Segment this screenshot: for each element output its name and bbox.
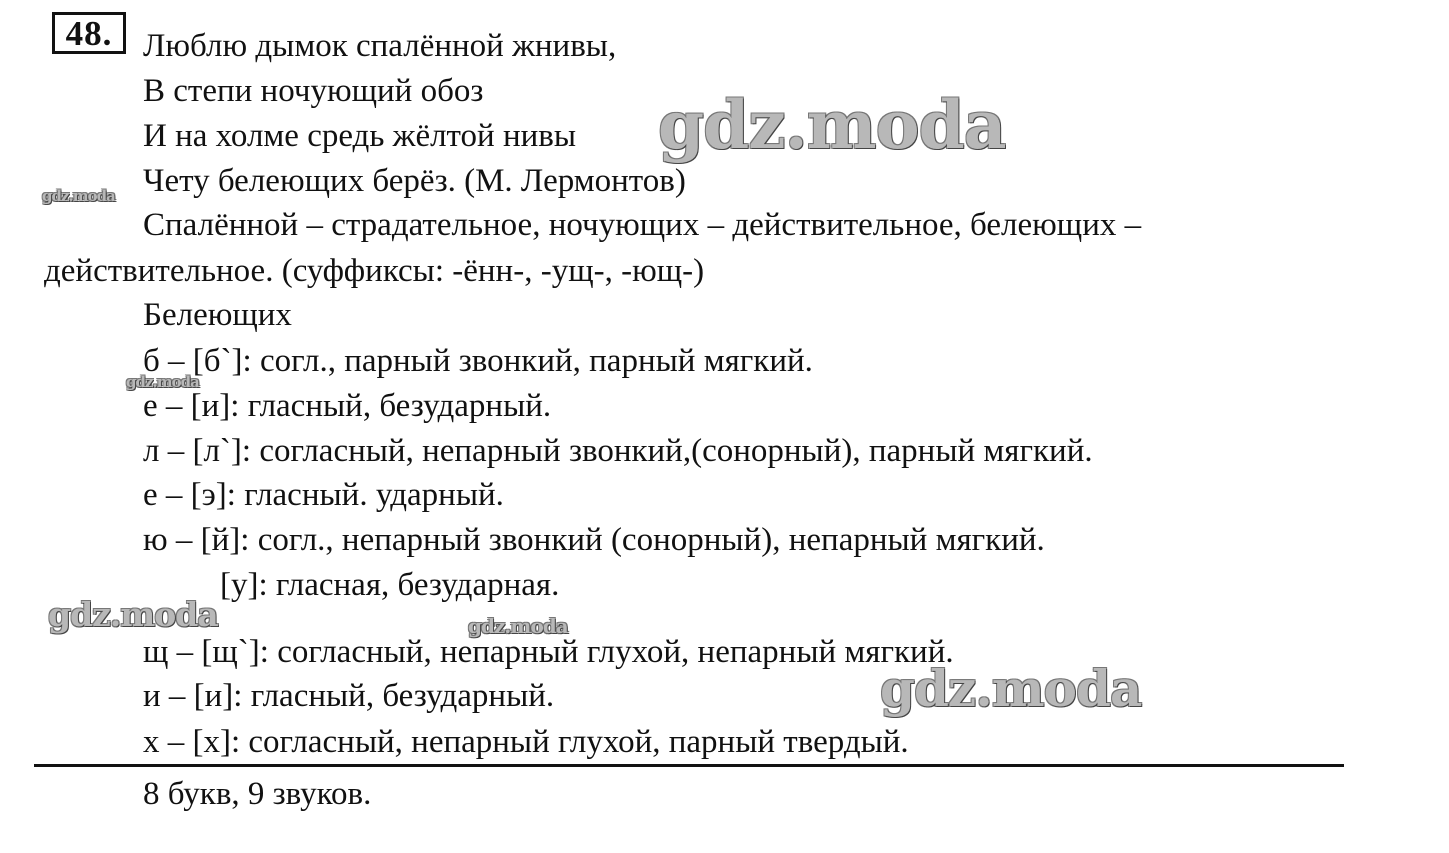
phonetic-line-yu: ю – [й]: согл., непарный звонкий (сонорный), непарный мягкий. [143,522,1045,558]
phonetic-line-e1: е – [и]: гласный, безударный. [143,388,552,424]
analysis-line-2: действительное. (суффиксы: -ённ-, -ущ-, -ющ-) [44,253,705,289]
watermark-logo: gdz.moda [658,86,1006,164]
divider-line [34,764,1344,767]
summary-text: 8 букв, 9 звуков. [143,776,372,812]
poem-line-1: Люблю дымок спалённой жнивы, [143,28,617,64]
phonetic-line-u: [у]: гласная, безударная. [220,567,560,603]
phonetic-line-shch: щ – [щ`]: согласный, непарный глухой, непарный мягкий. [143,634,954,670]
word-heading: Белеющих [143,297,292,333]
phonetic-line-e2: е – [э]: гласный. ударный. [143,477,504,513]
watermark-logo: gdz.moda [48,595,218,634]
phonetic-line-i: и – [и]: гласный, безударный. [143,678,555,714]
exercise-number: 48. [52,12,126,54]
watermark-logo: gdz.moda [42,187,115,205]
analysis-line-1: Спалённой – страдательное, ночующих – действительное, белеющих – [143,207,1142,243]
poem-line-4: Чету белеющих берёз. (М. Лермонтов) [143,163,686,199]
phonetic-line-b: б – [б`]: согл., парный звонкий, парный мягкий. [143,343,813,379]
watermark-logo: gdz.moda [468,614,568,638]
watermark-logo: gdz.moda [126,373,199,391]
phonetic-line-kh: х – [х]: согласный, непарный глухой, парный твердый. [143,724,909,760]
poem-line-3: И на холме средь жёлтой нивы [143,118,577,154]
poem-line-2: В степи ночующий обоз [143,73,484,109]
watermark-logo: gdz.moda [880,659,1142,718]
phonetic-line-l: л – [л`]: согласный, непарный звонкий,(сонорный), парный мягкий. [143,433,1093,469]
